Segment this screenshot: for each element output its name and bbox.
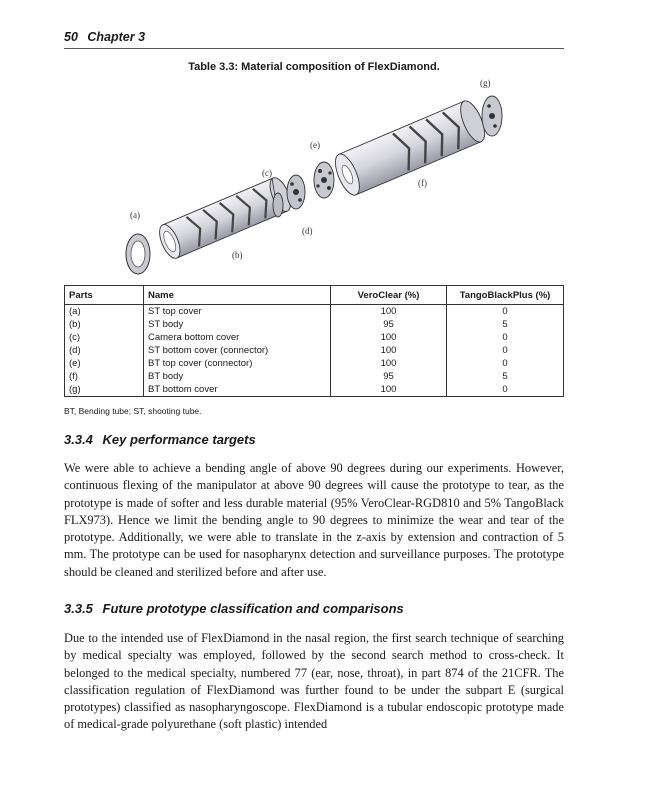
- cell-name: ST body: [144, 318, 331, 331]
- body-paragraph-performance: We were able to achieve a bending angle of above 90 degrees during our experiments. However, continuous flexing of the manipulator at above 90 degrees will cause the prototype to tear, as the prototype is made of softer and less durable material (95% VeroClear-RGD810 and 5% TangoBlack FLX973). Hence we limit the bending angle to 90 degrees to minimize the wear and tear of the prototype. Additionally, we were able to translate in the z-axis by extension and contraction of 5 mm. The prototype can be used for nasopharynx detection and surveillance purposes. The prototype should be cleaned and sterilized before and after use.: [64, 461, 564, 579]
- cell-tango: 5: [447, 370, 564, 383]
- cell-veroclear: 95: [331, 318, 447, 331]
- table-footnote: BT, Bending tube; ST, shooting tube.: [64, 406, 202, 416]
- cell-part: (c): [65, 331, 144, 344]
- header-rule: [64, 48, 564, 49]
- table-row: [65, 318, 564, 331]
- table-caption: Table 3.3: Material composition of FlexDiamond.: [188, 61, 440, 73]
- table-row: [65, 305, 564, 319]
- section-number: 3.3.4: [64, 432, 93, 447]
- cell-veroclear: 100: [331, 383, 447, 397]
- cell-veroclear: 100: [331, 331, 447, 344]
- cell-name: BT body: [144, 370, 331, 383]
- cell-name: BT top cover (connector): [144, 357, 331, 370]
- col-tangoblackplus: TangoBlackPlus (%): [447, 286, 564, 305]
- table-row: [65, 344, 564, 357]
- table-header-row: [65, 286, 564, 305]
- col-name: Name: [144, 286, 331, 305]
- part-g-disc: [482, 96, 502, 136]
- cell-tango: 0: [447, 383, 564, 397]
- cell-tango: 0: [447, 331, 564, 344]
- label-e: (e): [310, 140, 320, 150]
- col-parts: Parts: [65, 286, 144, 305]
- page-number: 50: [64, 30, 78, 44]
- section-title: Future prototype classification and comparisons: [102, 601, 404, 616]
- table-row: [65, 370, 564, 383]
- material-composition-table: [64, 285, 564, 397]
- running-head: [64, 30, 564, 44]
- col-veroclear: VeroClear (%): [331, 286, 447, 305]
- label-c: (c): [262, 168, 272, 178]
- cell-part: (e): [65, 357, 144, 370]
- cell-name: BT bottom cover: [144, 383, 331, 397]
- section-number: 3.3.5: [64, 601, 93, 616]
- exploded-view-illustration: [110, 78, 540, 278]
- table-row: [65, 383, 564, 397]
- label-g: (g): [480, 78, 491, 88]
- section-title: Key performance targets: [102, 432, 256, 447]
- cell-tango: 0: [447, 357, 564, 370]
- table-row: [65, 357, 564, 370]
- table-row: [65, 331, 564, 344]
- cell-veroclear: 100: [331, 344, 447, 357]
- part-a-ring: [126, 234, 150, 274]
- section-heading-3-3-4: [64, 432, 256, 447]
- part-f-tube: [331, 98, 490, 199]
- section-heading-3-3-5: [64, 601, 404, 616]
- label-f: (f): [418, 178, 427, 188]
- cell-tango: 5: [447, 318, 564, 331]
- cell-veroclear: 95: [331, 370, 447, 383]
- cell-part: (b): [65, 318, 144, 331]
- label-d: (d): [302, 226, 313, 236]
- part-d-disc: [287, 175, 305, 209]
- cell-veroclear: 100: [331, 357, 447, 370]
- exploded-view-figure: [110, 78, 540, 278]
- cell-part: (f): [65, 370, 144, 383]
- cell-part: (a): [65, 305, 144, 319]
- cell-name: Camera bottom cover: [144, 331, 331, 344]
- cell-part: (g): [65, 383, 144, 397]
- chapter-label: Chapter 3: [87, 30, 146, 44]
- cell-tango: 0: [447, 344, 564, 357]
- label-b: (b): [232, 250, 243, 260]
- cell-veroclear: 100: [331, 305, 447, 319]
- part-e-disc: [314, 162, 334, 198]
- cell-part: (d): [65, 344, 144, 357]
- body-paragraph-classification: Due to the intended use of FlexDiamond in the nasal region, the first search technique of searching by medical specialty was employed, followed by the second search method to cross-check. It belonged to the medical specialty, numbered 77 (ear, nose, throat), in part 874 of the 21CFR. The classification regulation of FlexDiamond was further found to be under the subpart E (surgical prototypes) classified as nasopharyngoscope. FlexDiamond is a tubular endoscopic prototype made of medical-grade polyurethane (soft plastic) intended: [64, 631, 564, 732]
- cell-name: ST bottom cover (connector): [144, 344, 331, 357]
- cell-tango: 0: [447, 305, 564, 319]
- cell-name: ST top cover: [144, 305, 331, 319]
- label-a: (a): [130, 210, 140, 220]
